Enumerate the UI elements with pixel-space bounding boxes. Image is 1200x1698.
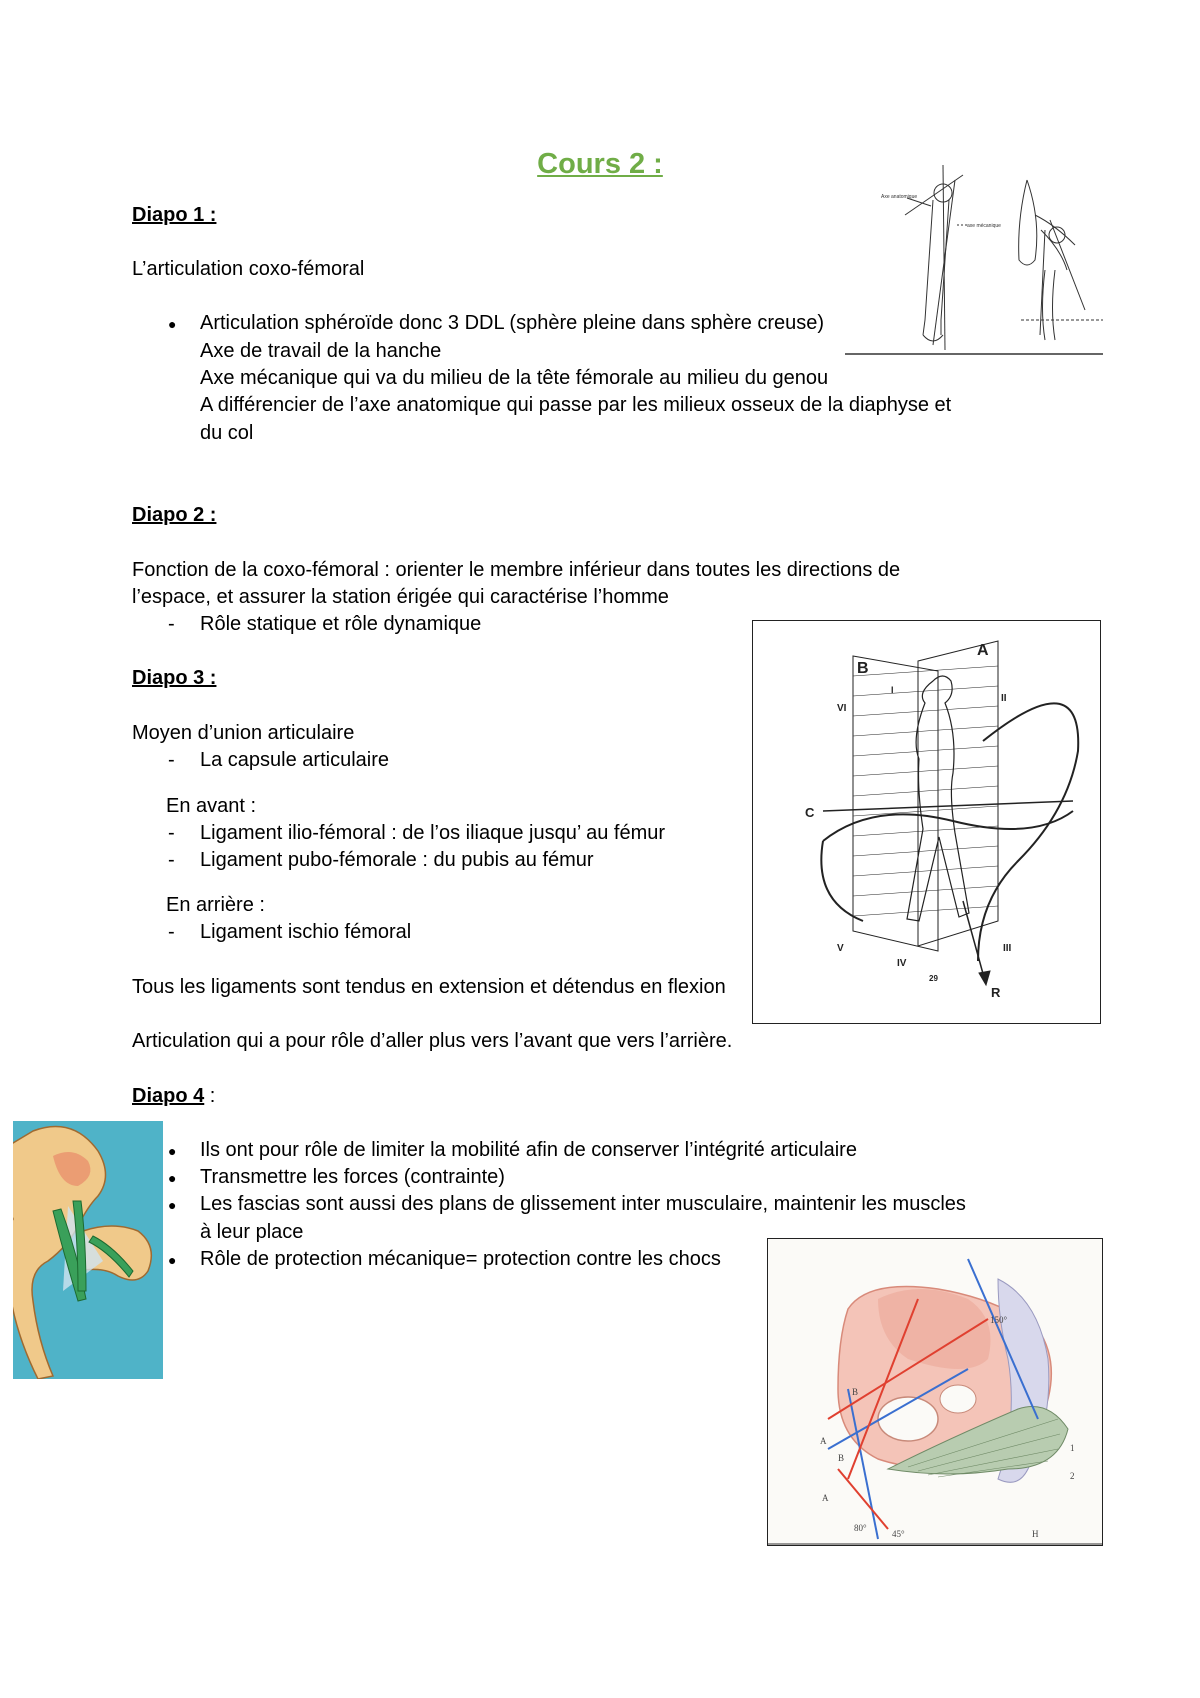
figure-number: 29 [929,974,938,983]
diapo3-avant-item: Ligament pubo-fémorale : du pubis au fémur [200,849,594,871]
diapo4-heading-wrap [132,1082,215,1111]
bullet-icon: ● [168,1197,177,1213]
diapo4-heading: Diapo 4 [132,1085,205,1107]
diapo3-intro: Moyen d’union articulaire [132,722,355,744]
diapo2-text: Fonction de la coxo-fémoral : orienter le membre inférieur dans toutes les directions de [132,559,901,581]
hip-ligament-illustration [13,1121,163,1379]
diapo3-heading: Diapo 3 : [132,667,217,689]
diapo3-note: Articulation qui a pour rôle d’aller plus vers l’avant que vers l’arrière. [132,1030,733,1052]
pelvis-figure [768,1239,1102,1545]
axe-mecanique-label: axe mécanique [967,223,1001,229]
pelvis-label-1: 1 [1070,1443,1075,1453]
diapo2-heading: Diapo 2 : [132,504,217,526]
dash-icon: - [168,849,175,871]
diapo3-avant-item: Ligament ilio-fémoral : de l’os iliaque jusqu’ au fémur [200,822,666,844]
pelvis-label-a2: A [822,1493,829,1503]
diapo1-line: du col [200,422,254,444]
roman-vi-label: VI [837,703,847,714]
diapo4-line: Rôle de protection mécanique= protection contre les chocs [200,1248,721,1270]
planes-figure [753,621,1100,1023]
dash-icon: - [168,749,175,771]
dash-icon: - [168,613,175,635]
diapo2-dash-item: Rôle statique et rôle dynamique [200,613,482,635]
femur-axis-figure [845,160,1103,358]
diapo3-en-avant: En avant : [166,795,257,817]
roman-v-label: V [837,943,844,954]
diapo1-intro: L’articulation coxo-fémoral [132,258,365,280]
pelvis-label-h: H [1032,1529,1039,1539]
roman-iii-label: III [1003,943,1012,954]
diapo4-heading-suffix: : [204,1085,216,1107]
page-title: Cours 2 : [537,148,663,180]
axe-anatomique-label: Axe anatomique [881,194,918,200]
diapo4-line: à leur place [200,1221,304,1243]
diapo1-line: Axe de travail de la hanche [200,340,442,362]
diapo3-capsule: La capsule articulaire [200,749,389,771]
planes-figure-frame [752,620,1101,1024]
pelvis-label-a1: A [820,1436,827,1446]
axis-r-label: R [991,985,1001,1000]
pelvis-label-b2: B [838,1453,845,1463]
diapo4-line: Les fascias sont aussi des plans de glissement inter musculaire, maintenir les muscles [200,1193,966,1215]
plane-a-label: A [977,642,989,659]
bullet-icon: ● [168,1143,177,1159]
dash-icon: - [168,822,175,844]
axis-c-label: C [805,805,815,820]
roman-ii-label: II [1001,693,1007,704]
pelvis-figure-frame [767,1238,1103,1546]
bullet-icon: ● [168,316,177,332]
diapo1-heading: Diapo 1 : [132,204,217,226]
diapo2-text: l’espace, et assurer la station érigée qui caractérise l’homme [132,586,669,608]
pelvis-label-b1: B [852,1387,859,1397]
diapo1-line: Articulation sphéroïde donc 3 DDL (sphère pleine dans sphère creuse) [200,312,825,334]
diapo4-line: Transmettre les forces (contrainte) [200,1166,505,1188]
pelvis-label-80: 80° [854,1523,867,1533]
pelvis-label-150: 150° [990,1315,1008,1325]
bullet-icon: ● [168,1252,177,1268]
roman-i-label: I [891,685,894,695]
roman-iv-label: IV [897,958,907,969]
plane-b-label: B [857,660,869,677]
bullet-icon: ● [168,1170,177,1186]
pelvis-label-45: 45° [892,1529,905,1539]
diapo3-en-arriere: En arrière : [166,894,265,916]
diapo3-arriere-item: Ligament ischio fémoral [200,921,412,943]
diapo3-note: Tous les ligaments sont tendus en extension et détendus en flexion [132,976,726,998]
diapo4-line: Ils ont pour rôle de limiter la mobilité afin de conserver l’intégrité articulaire [200,1139,857,1161]
diapo1-line: Axe mécanique qui va du milieu de la tête fémorale au milieu du genou [200,367,829,389]
diapo1-line: A différencier de l’axe anatomique qui passe par les milieux osseux de la diaphyse et [200,394,952,416]
pelvis-label-2: 2 [1070,1471,1075,1481]
dash-icon: - [168,921,175,943]
